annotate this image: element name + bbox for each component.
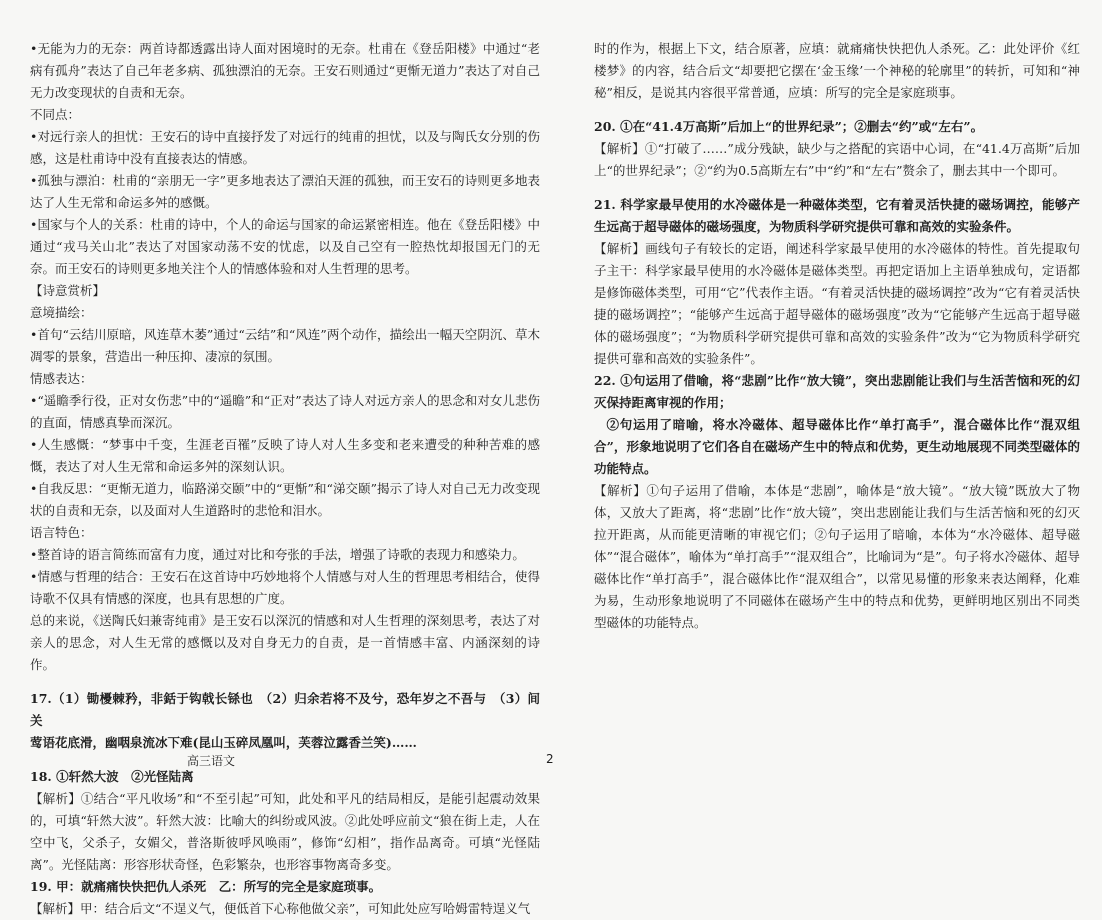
analysis-19-start: 【解析】甲：结合后文“不逞义气，便低首下心称他做父亲”，可知此处应写哈姆雷特逞义气 <box>30 901 531 916</box>
heading-poem-appreciation: 【诗意赏析】 <box>30 283 106 298</box>
footer-subject: 高三语文 <box>187 754 236 768</box>
answer-21: 21. 科学家最早使用的水冷磁体是一种磁体类型，它有着灵活快捷的磁场调控，能够产生远高于超导磁体的磁场强度，为物质科学研究提供可靠和高效的实验条件。 <box>594 197 1080 234</box>
left-column <box>30 38 540 920</box>
analysis-20: 【解析】①“打破了……”成分残缺，缺少与之搭配的宾语中心词，在“41.4万高斯”后加上“的世界纪录”；②“约为0.5高斯左右”中“约”和“左右”赘余了，删去其中一个即可。 <box>594 141 1080 178</box>
answer-22-part2: ②句运用了暗喻，将水冷磁体、超导磁体比作“单打高手”，混合磁体比作“混双组合”，形象地说明了它们各自在磁场产生中的特点和优势，更生动地展现不同类型磁体的功能特点。 <box>594 417 1080 476</box>
page-number: 2 <box>546 752 554 766</box>
difference-point-loneliness: •孤独与漂泊：杜甫的“亲朋无一字”更多地表达了漂泊天涯的孤独，而王安石的诗则更多地表达了人生无常和命运多舛的感慨。 <box>30 173 540 210</box>
analysis-18: 【解析】①结合“平凡收场”和“不至引起”可知，此处和平凡的结局相反，是能引起震动效果的，可填“轩然大波”。轩然大波：比喻大的纠纷或风波。②此处呼应前文“狼在街上走，人在空中飞，父杀子，女媚父，普洛斯彼呼风唤雨”，修饰“幻相”，指作品离奇。可填“光怪陆离”。光怪陆离：形容形状奇怪，色彩繁杂，也形容事物离奇多变。 <box>30 791 540 872</box>
analysis-19-continued: 时的作为，根据上下文，结合原著，应填：就痛痛快快把仇人杀死。乙：此处评价《红楼梦》的内容，结合后文“却要把它摆在‘金玉缘’一个神秘的轮廓里”的转折，可知和“神秘”相反，是说其内容很平常普通，应填：所写的完全是家庭琐事。 <box>594 41 1080 100</box>
difference-point-worry: •对远行亲人的担忧：王安石的诗中直接抒发了对远行的纯甫的担忧，以及与陶氏女分别的伤感，这是杜甫诗中没有直接表达的情感。 <box>30 129 540 166</box>
answer-18: 18. ①轩然大波 ②光怪陆离 <box>30 769 194 784</box>
heading-differences: 不同点： <box>30 107 81 122</box>
answer-19: 19. 甲：就痛痛快快把仇人杀死 乙：所写的完全是家庭琐事。 <box>30 879 382 894</box>
heading-language: 语言特色： <box>30 525 93 540</box>
answer-20: 20. ①在“41.4万高斯”后加上“的世界纪录”；②删去“约”或“左右”。 <box>594 119 984 134</box>
emotion-point-longing: •“遥瞻季行役，正对女伤悲”中的“遥瞻”和“正对”表达了诗人对远方亲人的思念和对女儿悲伤的直面，情感真挚而深沉。 <box>30 393 540 430</box>
analysis-22: 【解析】①句子运用了借喻，本体是“悲剧”，喻体是“放大镜”。“放大镜”既放大了物体，又放大了距离，将“悲剧”比作“放大镜”，突出悲剧能让我们与生活苦恼和死的幻灭拉开距离，从而能更清晰的审视它们；②句子运用了暗喻，本体为“水冷磁体、超导磁体”“混合磁体”，喻体为“单打高手”“混双组合”，比喻词为“是”。句子将水冷磁体、超导磁体比作“单打高手”，混合磁体比作“混双组合”，以常见易懂的形象来表达阐释，化难为易，生动形象地说明了不同磁体在磁场产生中的特点和优势，更鲜明地区别出不同类型磁体的功能特点。 <box>594 483 1080 630</box>
answer-17-line2: 莺语花底滑，幽咽泉流冰下难(昆山玉碎凤凰叫，芙蓉泣露香兰笑)…… <box>30 735 417 750</box>
emotion-point-life: •人生感慨：“梦事中千变，生涯老百罹”反映了诗人对人生多变和老来遭受的种种苦难的感慨，表达了对人生无常和命运多舛的深刻认识。 <box>30 437 540 474</box>
answer-17-line1: 17.（1）锄櫌棘矜，非銛于钩戟长铩也 （2）归余若将不及兮，恐年岁之不吾与 （3）间关 <box>30 691 540 728</box>
emotion-point-reflection: •自我反思：“更惭无道力，临路涕交颐”中的“更惭”和“涕交颐”揭示了诗人对自己无力改变现状的自责和无奈，以及面对人生道路时的悲怆和泪水。 <box>30 481 540 518</box>
analysis-21: 【解析】画线句子有较长的定语，阐述科学家最早使用的水冷磁体的特性。首先提取句子主干：科学家最早使用的水冷磁体是磁体类型。再把定语加上主语单独成句，定语都是修饰磁体类型，可用“它”代表作主语。“有着灵活快捷的磁场调控”改为“它有着灵活快捷的磁场调控”；“能够产生远高于超导磁体的磁场强度”改为“它能够产生远高于超导磁体的磁场强度”；“为物质科学研究提供可靠和高效的实验条件”改为“它为物质科学研究提供可靠和高效的实验条件”。 <box>594 241 1080 366</box>
right-column <box>594 38 1080 634</box>
difference-point-nation: •国家与个人的关系：杜甫的诗中，个人的命运与国家的命运紧密相连。他在《登岳阳楼》中通过“戎马关山北”表达了对国家动荡不安的忧虑，以及自己空有一腔热忱却报国无门的无奈。而王安石的诗则更多地关注个人的情感体验和对人生哲理的思考。 <box>30 217 540 276</box>
language-point-concise: •整首诗的语言简练而富有力度，通过对比和夸张的手法，增强了诗歌的表现力和感染力。 <box>30 547 525 562</box>
answer-22-part1: 22. ①句运用了借喻，将“悲剧”比作“放大镜”，突出悲剧能让我们与生活苦恼和死的幻灭保持距离审视的作用； <box>594 373 1080 410</box>
imagery-point: •首句“云结川原暗，风连草木萎”通过“云结”和“风连”两个动作，描绘出一幅天空阴沉、草木凋零的景象，营造出一种压抑、凄凉的氛围。 <box>30 327 540 364</box>
similarity-point-helplessness: •无能为力的无奈：两首诗都透露出诗人面对困境时的无奈。杜甫在《登岳阳楼》中通过“老病有孤舟”表达了自己年老多病、孤独漂泊的无奈。王安石则通过“更惭无道力”表达了对自己无力改变现状的自责和无奈。 <box>30 41 540 100</box>
language-point-philosophy: •情感与哲理的结合：王安石在这首诗中巧妙地将个人情感与对人生的哲理思考相结合，使得诗歌不仅具有情感的深度，也具有思想的广度。 <box>30 569 540 606</box>
heading-imagery: 意境描绘： <box>30 305 93 320</box>
summary-paragraph: 总的来说，《送陶氏妇兼寄纯甫》是王安石以深沉的情感和对人生哲理的深刻思考，表达了对亲人的思念，对人生无常的感慨以及对自身无力的自责，是一首情感丰富、内涵深刻的诗作。 <box>30 613 540 672</box>
heading-emotion: 情感表达： <box>30 371 93 386</box>
